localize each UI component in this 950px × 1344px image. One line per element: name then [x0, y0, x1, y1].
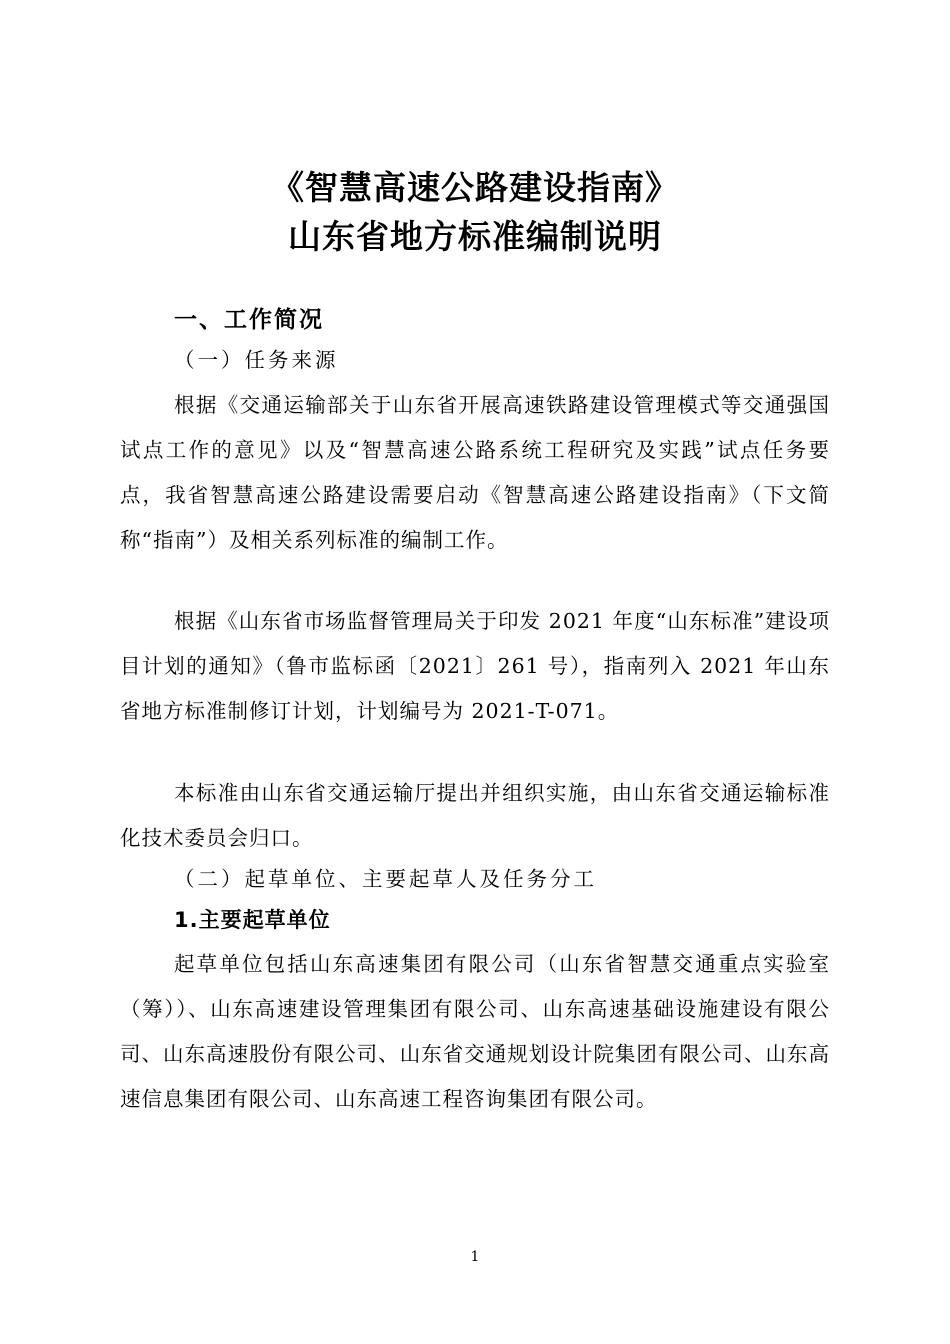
subsection-heading-task-source: （一）任务来源 [174, 348, 339, 372]
document-title-line1: 《智慧高速公路建设指南》 [271, 168, 679, 207]
paragraph-responsible-org: 本标准由山东省交通运输厅提出并组织实施，由山东省交通运输标准化技术委员会归口。 [120, 781, 830, 850]
heading-main-drafting-units: 1.主要起草单位 [174, 908, 331, 932]
paragraph-drafting-units: 起草单位包括山东高速集团有限公司（山东省智慧交通重点实验室（筹））、山东高速建设管理集团有限公司、山东高速基础设施建设有限公司、山东高速股份有限公司、山东省交通规划设计院集团有限公司、山东高速信息集团有限公司、山东高速工程咨询集团有限公司。 [120, 952, 830, 1111]
document-title-line2: 山东省地方标准编制说明 [288, 217, 662, 256]
paragraph-task-basis: 根据《交通运输部关于山东省开展高速铁路建设管理模式等交通强国试点工作的意见》以及“智慧高速公路系统工程研究及实践”试点任务要点，我省智慧高速公路建设需要启动《智慧高速公路建设指南》（下文简称“指南”）及相关系列标准的编制工作。 [120, 393, 830, 552]
paragraph-plan-notice: 根据《山东省市场监督管理局关于印发 2021 年度“山东标准”建设项目计划的通知》（鲁市监标函〔2021〕261 号），指南列入 2021 年山东省地方标准制修订计划，计划编号为 2021-T-071。 [120, 609, 830, 723]
section-heading-work-overview: 一、工作简况 [174, 307, 324, 333]
page-number: 1 [470, 1249, 480, 1265]
subsection-heading-drafters: （二）起草单位、主要起草人及任务分工 [174, 867, 597, 891]
